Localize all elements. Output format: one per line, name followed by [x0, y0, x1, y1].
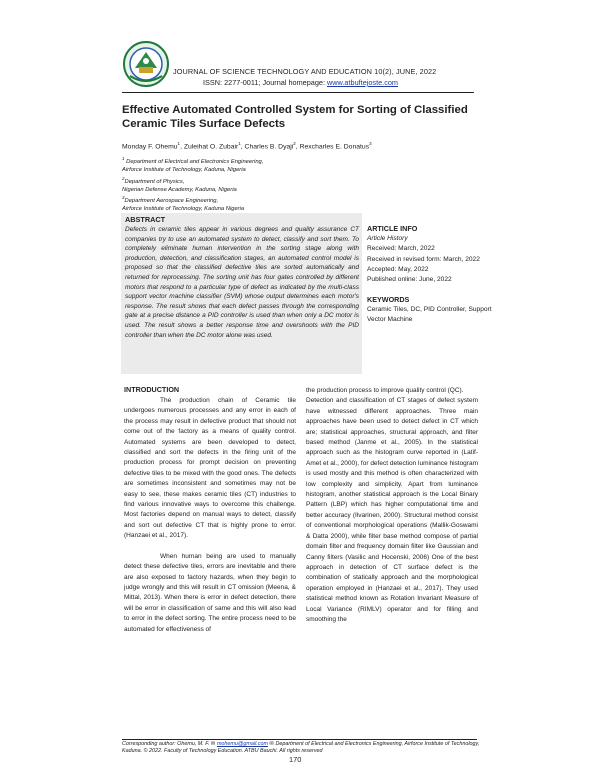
- affiliations: [122, 155, 362, 214]
- mail-icon: ✉: [210, 741, 216, 747]
- paper-title: Effective Automated Controlled System for Sorting of Classified Ceramic Tiles Surface Defects: [122, 104, 468, 130]
- journal-logo: [122, 40, 170, 88]
- footer-note: [122, 741, 482, 755]
- intro-paragraph: The production chain of Ceramic tile undergoes numerous processes and any error in each of the process may result in defective product that should not come out of the factory as a means of quality control. Automated systems are been developed to detect, classified and sort the defects in the firing unit of the production process for prompt decision on preventing defective tiles to be mixed with the good ones. The defects are sometimes inconsistent and sometimes may not be easy to see, these makes ceramic tiles (CT) industries to find various innovative ways to overcome this challenge. Most factories depend on manual ways to detect, classify and sort out defective CT that is highly prone to error. (Hanzaei et al., 2017).: [124, 397, 296, 540]
- article-history-label: Article History: [367, 235, 408, 243]
- abstract-heading: ABSTRACT: [125, 215, 166, 224]
- accepted-date: Accepted: May, 2022: [367, 265, 429, 273]
- intro-paragraph: the production process to improve quality control (QC).: [306, 387, 464, 394]
- keywords-heading: KEYWORDS: [367, 295, 410, 304]
- affiliation-inst: Airforce Institute of Technology, Kaduna, Nigeria: [122, 166, 246, 173]
- journal-name: JOURNAL OF SCIENCE TECHNOLOGY AND EDUCATION 10(2), JUNE, 2022: [173, 67, 437, 76]
- mail-icon: ✉: [269, 741, 274, 747]
- footer-affiliation: Department of Electrical and Electronics Engineering, Airforce Institute of Technology, Kaduna. © 2022. Faculty of Technology Education. ATBU Bauchi. All rights reserved: [122, 741, 480, 755]
- published-date: Published online: June, 2022: [367, 276, 452, 284]
- intro-paragraph: When human being are used to manually detect these defective tiles, errors are inevitable and there are also exposed to factory hazards, when they begin to judge wrongly and this will result in CT omission (Meena, & Mittal, 2013). When there is error in defect detection, there will be error in classification of same and this will also lead to error in the defect sorting. The entire process need to be automated for effectiveness of: [124, 552, 296, 633]
- introduction-heading: INTRODUCTION: [124, 385, 180, 394]
- issn-text: ISSN: 2277-0011; Journal homepage:: [203, 78, 327, 87]
- revised-date: Received in revised form: March, 2022: [367, 255, 480, 263]
- corresponding-author: Corresponding author: Ohemu, M. F.: [122, 741, 210, 747]
- author-list: Monday F. Ohemu$^1$, Zuleihat O. Zubair$^1$, Charles B. Dyaji$^2$, Rexcharles E. Donatus$^3$: [122, 141, 372, 151]
- author-name: Charles B. Dyaji: [244, 143, 294, 151]
- author-name: Monday F. Ohemu: [122, 143, 178, 151]
- affiliation-dept: $^2$Department of Physics,: [122, 175, 185, 185]
- article-info-heading: ARTICLE INFO: [367, 224, 418, 233]
- intro-right-column: [306, 386, 478, 625]
- author-name: Rexcharles E. Donatus: [299, 143, 370, 151]
- corresponding-email-link[interactable]: mohemu@gmail.com: [216, 741, 268, 747]
- article-info: [367, 224, 497, 285]
- keywords-text: Ceramic Tiles, DC, PID Controller, Support Vector Machine: [367, 306, 492, 324]
- footer-rule: [122, 739, 477, 740]
- page-number: 170: [289, 755, 302, 764]
- header-rule: [122, 92, 474, 93]
- keywords: [367, 295, 502, 326]
- affiliation-inst: Nigerian Defense Academy, Kaduna, Nigeria: [122, 186, 237, 193]
- journal-homepage-link[interactable]: www.atbuftejoste.com: [327, 78, 398, 87]
- affiliation-inst: Airforce Institute of Technology, Kaduna Nigeria: [122, 206, 245, 213]
- journal-issn: [203, 78, 398, 87]
- abstract-text: Defects in ceramic tiles appear in various degrees and quality assurance CT companies try to use an automated system to detect, classify and sort them. To completely eliminate human intervention in the sorting stage along with production, detection, and classification stages, an automated control model is proposed so that the classified defective tiles are sorted automatically and returned for reprocessing. The sorting unit has four gates controlled by different motors that respond to a particular type of defect as indicated by the multi-class support vector machine classifier (SVM) whose output determines each motor's response. The result shows that each defect passes through the corresponding gate at a precise distance a PID controller is used than when only a DC motor is used. The result shows a better response time and overshoots with the PID controller than when the DC motor alone was used.: [125, 226, 359, 339]
- affiliation-dept: $^3$Department Aerospace Engineering,: [122, 195, 219, 205]
- author-name: Zuleihat O. Zubair: [183, 143, 239, 151]
- intro-paragraph: Detection and classification of CT stages of defect system have witnessed different approaches. Three main approaches have been used to detect defect in CT which are; statistical approaches, structural approach, and filter based method (Janme et al., 2005). In the statistical approach such as the histogram curve reported in (Latif-Amet et al., 2000), for defect detection luminance histogram is used mostly and this method is often characterized with low complexity and simplicity. Apart from luminance histogram, another statistical approach is the Local Binary Pattern (LBP) which has higher computational time and better accuracy (Ilvarinen, 2000). Structural method consist of conventional morphological operations (Mallik-Goswami & Datta 2000), while filter base method compose of partial domain filter and frequency domain filter like Gaussian and Canny filters (Vasilic and Hocenski, 2006) One of the best approach in detection of CT surface defect is the combination of statically approach and the morphological operation employed in (Hanzaei et al., 2017). They used statistical method known as Rotation Invariant Measure of Local Variance (RIMLV) operator and for filling and smoothing the: [306, 397, 478, 623]
- received-date: Received: March, 2022: [367, 245, 435, 253]
- intro-left-column: [124, 396, 296, 635]
- affiliation-dept: $^1$ Department of Electrical and Electronics Engineering,: [122, 156, 264, 165]
